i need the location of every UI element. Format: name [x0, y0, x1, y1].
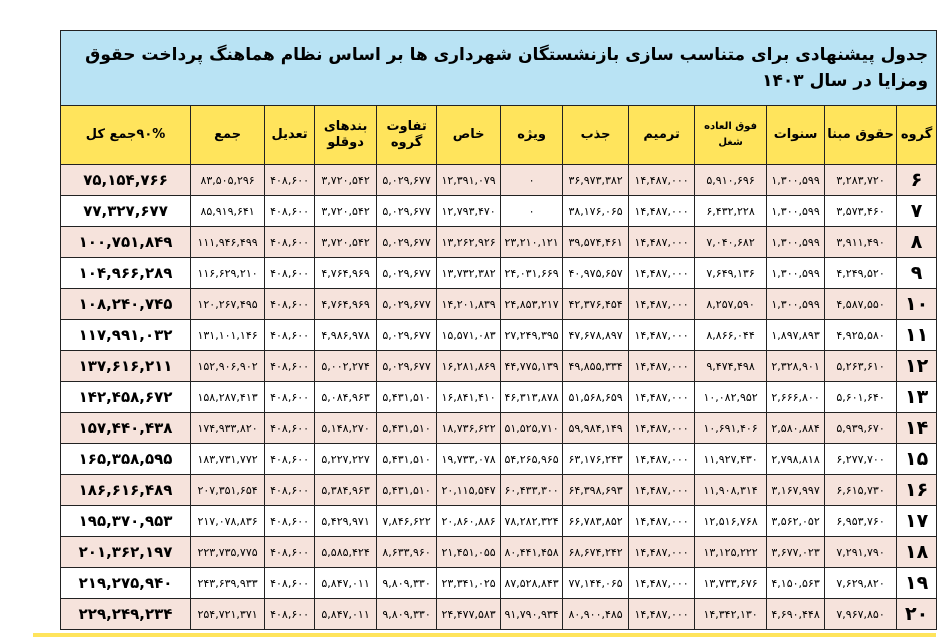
total-cell: ۱۹۵,۳۷۰,۹۵۳ [61, 506, 191, 537]
value-cell: ۷,۶۴۹,۱۳۶ [695, 258, 767, 289]
total-cell: ۱۵۷,۴۴۰,۴۳۸ [61, 413, 191, 444]
value-cell: ۵,۲۲۷,۲۲۷ [315, 444, 377, 475]
value-cell: ۱۳,۱۲۵,۲۲۲ [695, 537, 767, 568]
value-cell: ۵,۵۸۵,۴۲۴ [315, 537, 377, 568]
value-cell: ۱۴,۴۸۷,۰۰۰ [629, 444, 695, 475]
table-row [61, 599, 937, 630]
value-cell: ۳,۹۱۱,۴۹۰ [825, 227, 897, 258]
value-cell: ۵,۴۳۱,۵۱۰ [377, 382, 437, 413]
value-cell: ۴۰۸,۶۰۰ [265, 351, 315, 382]
table-row [61, 258, 937, 289]
value-cell: ۵,۶۰۱,۶۴۰ [825, 382, 897, 413]
total-cell: ۱۰۴,۹۶۶,۲۸۹ [61, 258, 191, 289]
value-cell: ۱۹,۷۳۳,۰۷۸ [437, 444, 501, 475]
value-cell: ۰ [501, 196, 563, 227]
value-cell: ۲,۳۲۸,۹۰۱ [767, 351, 825, 382]
value-cell: ۴,۵۸۷,۵۵۰ [825, 289, 897, 320]
value-cell: ۱۲,۷۹۳,۴۷۰ [437, 196, 501, 227]
group-cell: ۹ [897, 258, 937, 289]
value-cell: ۱۸۳,۷۳۱,۷۷۲ [191, 444, 265, 475]
value-cell: ۴۰۸,۶۰۰ [265, 196, 315, 227]
group-cell: ۲۰ [897, 599, 937, 630]
table-row [61, 537, 937, 568]
value-cell: ۱۵۸,۲۸۷,۴۱۳ [191, 382, 265, 413]
value-cell: ۷,۹۶۷,۸۵۰ [825, 599, 897, 630]
total-cell: ۲۰۱,۳۶۲,۱۹۷ [61, 537, 191, 568]
value-cell: ۱۴,۴۸۷,۰۰۰ [629, 320, 695, 351]
value-cell: ۷۸,۲۸۲,۳۲۴ [501, 506, 563, 537]
value-cell: ۴۰۸,۶۰۰ [265, 289, 315, 320]
value-cell: ۱۵۲,۹۰۶,۹۰۲ [191, 351, 265, 382]
value-cell: ۱,۸۹۷,۸۹۳ [767, 320, 825, 351]
value-cell: ۱۴,۳۴۲,۱۳۰ [695, 599, 767, 630]
value-cell: ۴۰۸,۶۰۰ [265, 320, 315, 351]
value-cell: ۲,۷۹۸,۸۱۸ [767, 444, 825, 475]
total-cell: ۲۲۹,۲۴۹,۲۳۴ [61, 599, 191, 630]
value-cell: ۴۰۸,۶۰۰ [265, 227, 315, 258]
value-cell: ۱۳,۷۳۳,۶۷۶ [695, 568, 767, 599]
value-cell: ۴۲,۳۷۶,۴۵۴ [563, 289, 629, 320]
value-cell: ۱۴,۴۸۷,۰۰۰ [629, 351, 695, 382]
value-cell: ۵,۴۳۱,۵۱۰ [377, 475, 437, 506]
value-cell: ۵,۱۴۸,۲۷۰ [315, 413, 377, 444]
value-cell: ۲۷,۲۴۹,۳۹۵ [501, 320, 563, 351]
table-row [61, 320, 937, 351]
bottom-accent-bar [33, 633, 936, 637]
value-cell: ۵,۰۸۴,۹۶۳ [315, 382, 377, 413]
value-cell: ۶۳,۱۷۶,۲۴۳ [563, 444, 629, 475]
group-cell: ۱۳ [897, 382, 937, 413]
value-cell: ۱۶,۸۴۱,۴۱۰ [437, 382, 501, 413]
header-sum: جمع [191, 106, 265, 165]
value-cell: ۱۶,۲۸۱,۸۶۹ [437, 351, 501, 382]
value-cell: ۸۰,۹۰۰,۴۸۵ [563, 599, 629, 630]
value-cell: ۵,۰۰۲,۲۷۴ [315, 351, 377, 382]
value-cell: ۱,۳۰۰,۵۹۹ [767, 165, 825, 196]
value-cell: ۱۳۱,۱۰۱,۱۴۶ [191, 320, 265, 351]
value-cell: ۵۹,۹۸۴,۱۴۹ [563, 413, 629, 444]
value-cell: ۲۱۷,۰۷۸,۸۳۶ [191, 506, 265, 537]
value-cell: ۱,۳۰۰,۵۹۹ [767, 227, 825, 258]
value-cell: ۴,۹۸۶,۹۷۸ [315, 320, 377, 351]
value-cell: ۱۳,۷۳۲,۳۸۲ [437, 258, 501, 289]
value-cell: ۱۱۱,۹۴۶,۴۹۹ [191, 227, 265, 258]
value-cell: ۸۳,۵۰۵,۲۹۶ [191, 165, 265, 196]
table-row [61, 475, 937, 506]
value-cell: ۵,۹۳۹,۶۷۰ [825, 413, 897, 444]
value-cell: ۵,۲۶۳,۶۱۰ [825, 351, 897, 382]
value-cell: ۳۹,۵۷۴,۴۶۱ [563, 227, 629, 258]
group-cell: ۱۰ [897, 289, 937, 320]
value-cell: ۳,۵۶۲,۰۵۲ [767, 506, 825, 537]
value-cell: ۲۵۴,۷۲۱,۳۷۱ [191, 599, 265, 630]
group-cell: ۱۶ [897, 475, 937, 506]
value-cell: ۸,۸۶۶,۰۴۴ [695, 320, 767, 351]
value-cell: ۶۰,۴۳۳,۳۰۰ [501, 475, 563, 506]
table-row [61, 506, 937, 537]
value-cell: ۲۲۳,۷۳۵,۷۷۵ [191, 537, 265, 568]
header-twin-clauses: بندهای دوقلو [315, 106, 377, 165]
value-cell: ۴,۲۴۹,۵۲۰ [825, 258, 897, 289]
total-cell: ۱۰۰,۷۵۱,۸۴۹ [61, 227, 191, 258]
group-cell: ۷ [897, 196, 937, 227]
value-cell: ۹,۸۰۹,۳۳۰ [377, 568, 437, 599]
value-cell: ۸۰,۴۴۱,۴۵۸ [501, 537, 563, 568]
table-title: جدول پیشنهادی برای متناسب سازی بازنشستگان شهرداری ها بر اساس نظام هماهنگ پرداخت حقوق ومزایا در سال ۱۴۰۳ [61, 31, 937, 106]
total-cell: ۱۳۷,۶۱۶,۲۱۱ [61, 351, 191, 382]
total-cell: ۷۵,۱۵۴,۷۶۶ [61, 165, 191, 196]
value-cell: ۶۸,۶۷۴,۲۴۲ [563, 537, 629, 568]
value-cell: ۵,۰۲۹,۶۷۷ [377, 351, 437, 382]
value-cell: ۶,۲۷۷,۷۰۰ [825, 444, 897, 475]
value-cell: ۴۰۸,۶۰۰ [265, 537, 315, 568]
value-cell: ۹,۸۰۹,۳۳۰ [377, 599, 437, 630]
value-cell: ۷,۲۹۱,۷۹۰ [825, 537, 897, 568]
value-cell: ۳۶,۹۷۳,۳۸۲ [563, 165, 629, 196]
value-cell: ۱۲,۵۱۶,۷۶۸ [695, 506, 767, 537]
value-cell: ۲۳,۲۱۰,۱۲۱ [501, 227, 563, 258]
value-cell: ۱۴,۴۸۷,۰۰۰ [629, 196, 695, 227]
value-cell: ۵,۰۲۹,۶۷۷ [377, 258, 437, 289]
value-cell: ۱۴,۴۸۷,۰۰۰ [629, 382, 695, 413]
total-cell: ۱۸۶,۶۱۶,۴۸۹ [61, 475, 191, 506]
value-cell: ۵,۸۴۷,۰۱۱ [315, 568, 377, 599]
group-cell: ۸ [897, 227, 937, 258]
header-group-difference: تفاوت گروه [377, 106, 437, 165]
value-cell: ۷,۶۲۹,۸۲۰ [825, 568, 897, 599]
value-cell: ۳۸,۱۷۶,۰۶۵ [563, 196, 629, 227]
value-cell: ۵,۴۲۹,۹۷۱ [315, 506, 377, 537]
salary-table [60, 30, 937, 630]
value-cell: ۱,۳۰۰,۵۹۹ [767, 196, 825, 227]
value-cell: ۴,۱۵۰,۵۶۳ [767, 568, 825, 599]
group-cell: ۱۹ [897, 568, 937, 599]
value-cell: ۳,۱۶۷,۹۹۷ [767, 475, 825, 506]
value-cell: ۳,۷۲۰,۵۴۲ [315, 196, 377, 227]
value-cell: ۵۱,۵۲۵,۷۱۰ [501, 413, 563, 444]
value-cell: ۲۱,۴۵۱,۰۵۵ [437, 537, 501, 568]
value-cell: ۹,۴۷۴,۴۹۸ [695, 351, 767, 382]
group-cell: ۱۸ [897, 537, 937, 568]
value-cell: ۳,۷۲۰,۵۴۲ [315, 227, 377, 258]
header-base-salary: حقوق مبنا [825, 106, 897, 165]
group-cell: ۱۵ [897, 444, 937, 475]
value-cell: ۲۴,۰۳۱,۶۶۹ [501, 258, 563, 289]
value-cell: ۴۰۸,۶۰۰ [265, 165, 315, 196]
value-cell: ۹۱,۷۹۰,۹۳۴ [501, 599, 563, 630]
total-cell: ۱۰۸,۲۴۰,۷۴۵ [61, 289, 191, 320]
value-cell: ۸,۶۳۳,۹۶۰ [377, 537, 437, 568]
table-row [61, 568, 937, 599]
table-row [61, 196, 937, 227]
value-cell: ۴۴,۷۷۵,۱۳۹ [501, 351, 563, 382]
total-cell: ۲۱۹,۲۷۵,۹۴۰ [61, 568, 191, 599]
value-cell: ۴۰۸,۶۰۰ [265, 568, 315, 599]
value-cell: ۵,۴۳۱,۵۱۰ [377, 413, 437, 444]
group-cell: ۱۴ [897, 413, 937, 444]
value-cell: ۲۴,۴۷۷,۵۸۳ [437, 599, 501, 630]
value-cell: ۱۴,۴۸۷,۰۰۰ [629, 599, 695, 630]
header-special: ویژه [501, 106, 563, 165]
value-cell: ۱۲۰,۲۶۷,۴۹۵ [191, 289, 265, 320]
header-job-allowance: فوق العاده شغل [695, 106, 767, 165]
value-cell: ۶۴,۳۹۸,۶۹۳ [563, 475, 629, 506]
value-cell: ۵,۰۲۹,۶۷۷ [377, 289, 437, 320]
value-cell: ۱,۳۰۰,۵۹۹ [767, 289, 825, 320]
value-cell: ۵۴,۲۶۵,۹۶۵ [501, 444, 563, 475]
value-cell: ۲۴۳,۶۳۹,۹۳۳ [191, 568, 265, 599]
value-cell: ۱۱,۹۲۷,۴۳۰ [695, 444, 767, 475]
value-cell: ۶,۴۳۲,۲۲۸ [695, 196, 767, 227]
group-cell: ۱۱ [897, 320, 937, 351]
value-cell: ۵,۰۲۹,۶۷۷ [377, 165, 437, 196]
total-cell: ۱۴۲,۴۵۸,۶۷۲ [61, 382, 191, 413]
group-cell: ۱۷ [897, 506, 937, 537]
table-row [61, 413, 937, 444]
value-cell: ۵,۹۱۰,۶۹۶ [695, 165, 767, 196]
value-cell: ۱,۳۰۰,۵۹۹ [767, 258, 825, 289]
value-cell: ۵,۴۳۱,۵۱۰ [377, 444, 437, 475]
value-cell: ۳,۷۲۰,۵۴۲ [315, 165, 377, 196]
table-row [61, 444, 937, 475]
value-cell: ۴,۷۶۴,۹۶۹ [315, 258, 377, 289]
value-cell: ۴۷,۶۷۸,۸۹۷ [563, 320, 629, 351]
total-cell: ۷۷,۳۲۷,۶۷۷ [61, 196, 191, 227]
value-cell: ۱۷۴,۹۳۳,۸۲۰ [191, 413, 265, 444]
header-total-90: ۹۰%جمع کل [61, 106, 191, 165]
header-seniority: سنوات [767, 106, 825, 165]
header-adjustment: ترمیم [629, 106, 695, 165]
table-row [61, 165, 937, 196]
value-cell: ۶,۹۵۳,۷۶۰ [825, 506, 897, 537]
value-cell: ۱۴,۴۸۷,۰۰۰ [629, 413, 695, 444]
header-equalization: تعدیل [265, 106, 315, 165]
value-cell: ۳,۲۸۳,۷۲۰ [825, 165, 897, 196]
header-attraction: جذب [563, 106, 629, 165]
value-cell: ۱۴,۴۸۷,۰۰۰ [629, 475, 695, 506]
value-cell: ۷,۰۴۰,۶۸۲ [695, 227, 767, 258]
value-cell: ۱۴,۴۸۷,۰۰۰ [629, 506, 695, 537]
value-cell: ۴,۹۲۵,۵۸۰ [825, 320, 897, 351]
value-cell: ۵,۰۲۹,۶۷۷ [377, 320, 437, 351]
value-cell: ۸۷,۵۲۸,۸۴۳ [501, 568, 563, 599]
value-cell: ۴۰۸,۶۰۰ [265, 599, 315, 630]
table-row [61, 351, 937, 382]
value-cell: ۴۰۸,۶۰۰ [265, 258, 315, 289]
value-cell: ۴۰۸,۶۰۰ [265, 506, 315, 537]
total-cell: ۱۶۵,۳۵۸,۵۹۵ [61, 444, 191, 475]
value-cell: ۲۰,۸۶۰,۸۸۶ [437, 506, 501, 537]
value-cell: ۱۰,۰۸۲,۹۵۲ [695, 382, 767, 413]
value-cell: ۴۰۸,۶۰۰ [265, 444, 315, 475]
value-cell: ۲۴,۸۵۳,۲۱۷ [501, 289, 563, 320]
table-row [61, 289, 937, 320]
table-body [61, 165, 937, 630]
value-cell: ۲۳,۳۴۱,۰۲۵ [437, 568, 501, 599]
table-container [60, 30, 936, 630]
group-cell: ۶ [897, 165, 937, 196]
value-cell: ۲۰۷,۳۵۱,۶۵۴ [191, 475, 265, 506]
value-cell: ۱۳,۲۶۲,۹۲۶ [437, 227, 501, 258]
value-cell: ۸,۲۵۷,۵۹۰ [695, 289, 767, 320]
value-cell: ۱۴,۴۸۷,۰۰۰ [629, 289, 695, 320]
value-cell: ۱۴,۲۰۱,۸۳۹ [437, 289, 501, 320]
value-cell: ۴,۶۹۰,۴۴۸ [767, 599, 825, 630]
value-cell: ۰ [501, 165, 563, 196]
value-cell: ۵,۳۸۴,۹۶۳ [315, 475, 377, 506]
header-row [61, 106, 937, 165]
value-cell: ۱۴,۴۸۷,۰۰۰ [629, 537, 695, 568]
value-cell: ۱۴,۴۸۷,۰۰۰ [629, 568, 695, 599]
value-cell: ۴۰۸,۶۰۰ [265, 413, 315, 444]
value-cell: ۷۷,۱۴۴,۰۶۵ [563, 568, 629, 599]
value-cell: ۱۵,۵۷۱,۰۸۳ [437, 320, 501, 351]
value-cell: ۱۴,۴۸۷,۰۰۰ [629, 165, 695, 196]
value-cell: ۱۲,۳۹۱,۰۷۹ [437, 165, 501, 196]
value-cell: ۶,۶۱۵,۷۳۰ [825, 475, 897, 506]
value-cell: ۵,۰۲۹,۶۷۷ [377, 227, 437, 258]
value-cell: ۶۶,۷۸۳,۸۵۲ [563, 506, 629, 537]
value-cell: ۱۸,۷۳۶,۶۲۲ [437, 413, 501, 444]
value-cell: ۲,۶۶۶,۸۰۰ [767, 382, 825, 413]
value-cell: ۱۱۶,۶۲۹,۲۱۰ [191, 258, 265, 289]
value-cell: ۳,۵۷۳,۴۶۰ [825, 196, 897, 227]
value-cell: ۱۱,۹۰۸,۳۱۴ [695, 475, 767, 506]
value-cell: ۴۰۸,۶۰۰ [265, 382, 315, 413]
table-row [61, 382, 937, 413]
table-row [61, 227, 937, 258]
value-cell: ۲۰,۱۱۵,۵۴۷ [437, 475, 501, 506]
group-cell: ۱۲ [897, 351, 937, 382]
value-cell: ۵,۰۲۹,۶۷۷ [377, 196, 437, 227]
value-cell: ۴۶,۳۱۳,۸۷۸ [501, 382, 563, 413]
value-cell: ۵۱,۵۶۸,۶۵۹ [563, 382, 629, 413]
total-cell: ۱۱۷,۹۹۱,۰۳۲ [61, 320, 191, 351]
value-cell: ۵,۸۴۷,۰۱۱ [315, 599, 377, 630]
value-cell: ۱۴,۴۸۷,۰۰۰ [629, 227, 695, 258]
value-cell: ۱۰,۶۹۱,۴۰۶ [695, 413, 767, 444]
value-cell: ۴۹,۸۵۵,۳۳۴ [563, 351, 629, 382]
value-cell: ۳,۶۷۷,۰۲۳ [767, 537, 825, 568]
header-specific: خاص [437, 106, 501, 165]
value-cell: ۸۵,۹۱۹,۶۴۱ [191, 196, 265, 227]
value-cell: ۴۰۸,۶۰۰ [265, 475, 315, 506]
value-cell: ۲,۵۸۰,۸۸۴ [767, 413, 825, 444]
value-cell: ۷,۸۴۶,۶۲۲ [377, 506, 437, 537]
header-group: گروه [897, 106, 937, 165]
value-cell: ۱۴,۴۸۷,۰۰۰ [629, 258, 695, 289]
value-cell: ۴,۷۶۴,۹۶۹ [315, 289, 377, 320]
value-cell: ۴۰,۹۷۵,۶۵۷ [563, 258, 629, 289]
